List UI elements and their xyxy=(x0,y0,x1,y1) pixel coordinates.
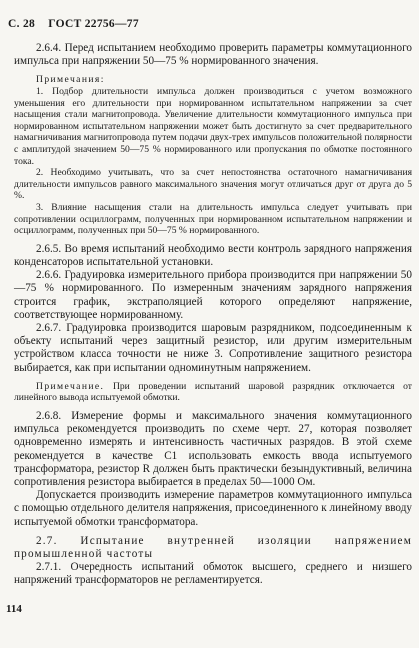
paragraph-2-6-4: 2.6.4. Перед испытанием необходимо проверить параметры коммутационного импульса при напряжении 50—75 % нормированного значения. xyxy=(14,42,412,68)
single-note xyxy=(14,381,412,404)
paragraph-2-7-1: 2.7.1. Очередность испытаний обмоток высшего, среднего и низшего напряжений трансформаторов не регламентируется. xyxy=(14,561,412,587)
page-label: С. 28 xyxy=(8,18,36,30)
page-number: 114 xyxy=(6,603,22,615)
paragraph-2-6-8-b: Допускается производить измерение параметров коммутационного импульса с помощью отдельного делителя напряжения, присоединенного к линейному вводу испытуемой обмотки трансформатора. xyxy=(14,489,412,528)
section-2-7-heading: 2.7. Испытание внутренней изоляции напряжением промышленной частоты xyxy=(14,534,412,560)
single-note-label: Примечание. xyxy=(36,380,105,392)
standard-number: ГОСТ 22756—77 xyxy=(48,18,139,30)
page-header xyxy=(8,18,139,30)
document-body xyxy=(14,42,412,588)
paragraph-2-6-5: 2.6.5. Во время испытаний необходимо вести контроль зарядного напряжения конденсаторов испытательной установки. xyxy=(14,242,412,268)
paragraph-2-6-7: 2.6.7. Градуировка производится шаровым разрядником, подсоединенным к объекту испытаний через защитный резистор, или другим измерительным устройством класса точности не ниже 3. Сопротивление защитного резистора выбирается, как при испытании одноминутным напряжением. xyxy=(14,321,412,374)
paragraph-2-6-8: 2.6.8. Измерение формы и максимального значения коммутационного импульса рекомендуется производить по схеме черт. 27, которая позволяет одновременно измерять и интенсивность частичных разрядов. В этой схеме рекомендуется в качестве C1 использовать емкость ввода испытуемого трансформатора, резистор R должен быть практически безындуктивный, величина сопротивления резистора выбирается в пределах 50—1000 Ом. xyxy=(14,409,412,488)
note-3: 3. Влияние насыщения стали на длительность импульса следует учитывать при сопротивлении осциллограмм, полученных при нормированном испытательном напряжении и осциллограмм, полученных при 50—75 % нормированного. xyxy=(14,201,412,237)
single-note-text: При проведении испытаний шаровой разрядник отключается от линейного вывода испытуемой обмотки. xyxy=(14,380,412,404)
note-1: 1. Подбор длительности импульса должен производиться с учетом возможного уменьшения его длительности при нормированном испытательном напряжении за счет насыщения стали магнитопровода. Увеличение длительности коммутационного импульса при нормированном испытательном напряжении может быть достигнуто за счет предварительного намагничивания магнитопровода путем подачи двух-трех импульсов положительной полярности с амплитудой значением 50—75 % нормированного или пропускания по обмотке постоянного тока. xyxy=(14,86,412,167)
notes-title: Примечания: xyxy=(36,74,105,86)
note-2: 2. Необходимо учитывать, что за счет непостоянства остаточного намагничивания длительности импульсов равного максимального значения могут отличаться друг от друга до 5 %. xyxy=(14,167,412,202)
paragraph-2-6-6: 2.6.6. Градуировка измерительного прибора производится при напряжении 50—75 % нормированного. По измеренным значениям зарядного напряжения строится график, экстраполяцией которого определяют напряжение, соответствующее нормированному. xyxy=(14,269,412,321)
